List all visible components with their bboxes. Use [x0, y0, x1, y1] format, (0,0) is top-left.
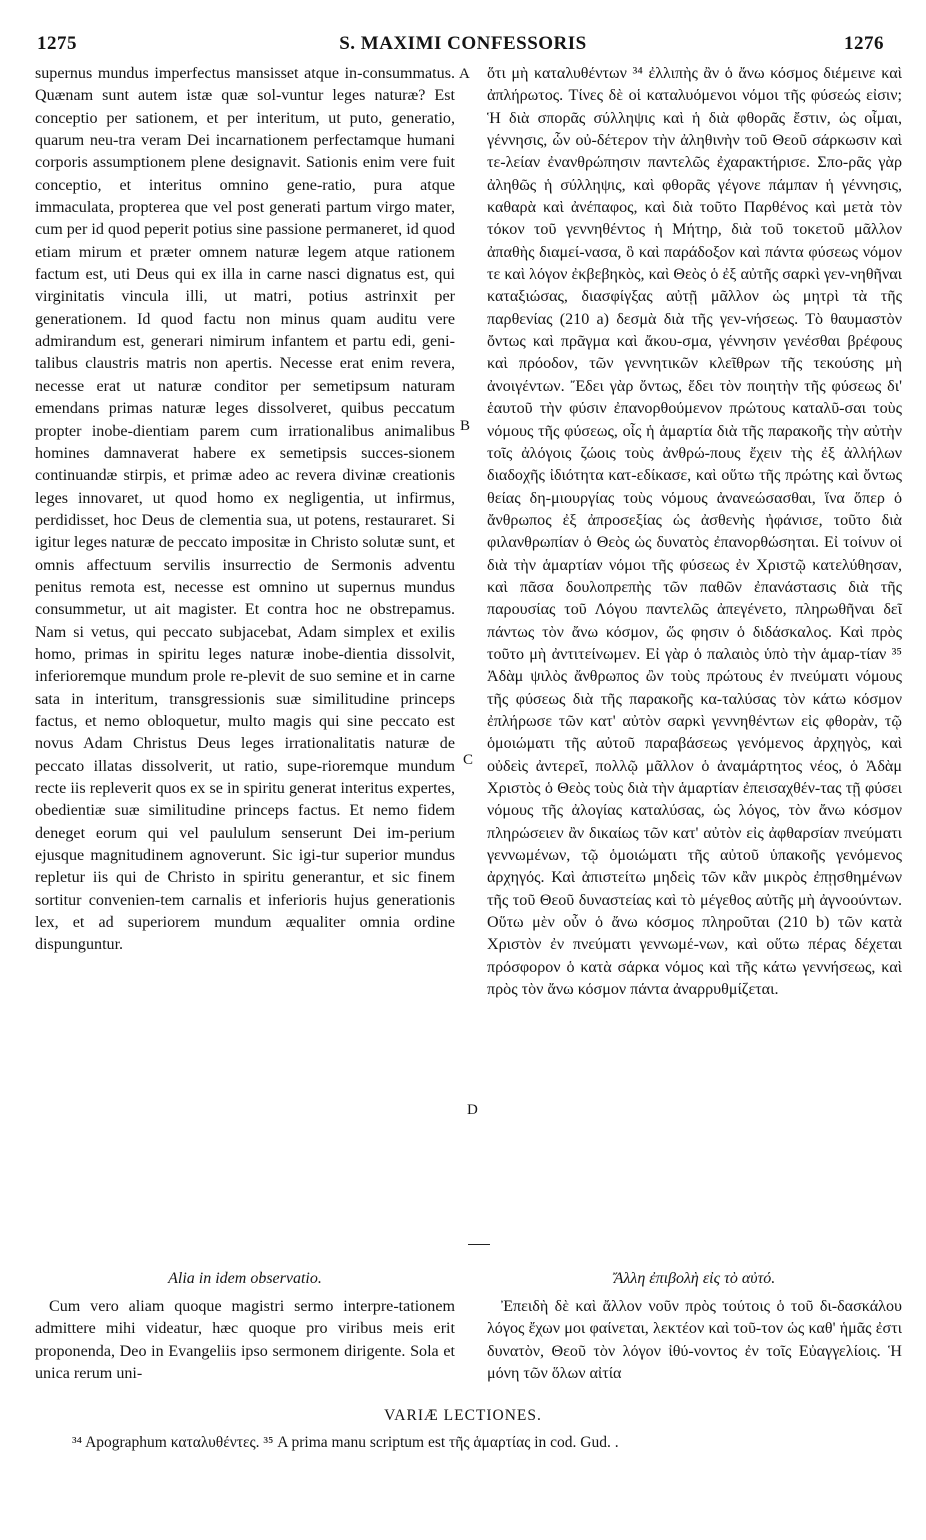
latin-subsection: [35, 1268, 455, 1385]
greek-subtitle: Ἄλλη ἐπιβολὴ εἰς τὸ αὐτό.: [613, 1270, 776, 1287]
greek-subsection: [487, 1268, 902, 1385]
margin-letter-d: D: [467, 1102, 478, 1118]
latin-subtitle: Alia in idem observatio.: [168, 1270, 322, 1287]
greek-column: [487, 63, 902, 1001]
margin-letter-b: B: [460, 418, 471, 434]
right-page-number: 1276: [844, 33, 884, 54]
variae-lectiones-notes: ³⁴ Apographum καταλυθέντες. ³⁵ A prima manu scriptum est τῆς ἁμαρτίας in cod. Gud. .: [72, 1434, 619, 1451]
left-page-number: 1275: [37, 33, 77, 54]
greek-sub-text: Ἐπειδὴ δὲ καὶ ἄλλον νοῦν πρὸς τούτοις ὁ τοῦ δι-δασκάλου λόγος ἔχων μοι φαίνεται, λεκτέον καὶ τοῦ-τον ὡς καθ' ἡμᾶς ἐστι δυνατὸν, Θεοῦ τὸν λόγον ἰθύ-νοντος ἐν τοῖς Εὐαγγελίοις. Ἡ μόνη τῶν ὅλων αἰτία: [487, 1298, 902, 1383]
margin-letter-a: A: [459, 66, 470, 82]
latin-main-text: supernus mundus imperfectus mansisset atque in-consummatus. Quænam sunt autem istæ quæ sol-vuntur leges naturæ? Est conceptio per sationem, et per interitum, ut puto, generatio, quarum neu-tra veram Dei incarnationem perfectamque humani corporis assumptionem plene designavit. Sationis enim vere fuit conceptio, et interitus omnino gene-ratio, pura atque immaculata, propterea que vel post generati partum virgo mater, cum per id quod peperit potius sine passione permaneret, id quod etiam mirum et præter omnem naturæ legem atque rationem factum est, uti Deus qui ex illa in carne nasci dignatus est, qui virginitatis vincula illi, ut matri, potius astrinxit per generationem. Id quod factu non minus quam auditu vere admirandum est, generari nimirum infantem et partu edi, geni-talibus claustris matris non apertis. Necesse erat enim revera, necesse erat ut naturæ conditor per semetipsum naturam emendans primas naturæ leges dissolveret, quibus peccatum propter inobe-dientiam parem cum irrationalibus animalibus homines damnaverat habere ex semetipsis succes-sionem continuandæ stirpis, et primæ adeo ac revera divinæ creationis leges innovaret, ut quod homo ex negligentia, ut infirmus, perdidisset, hoc Deus de clementia sua, ut potens, restauraret. Si igitur leges naturæ de peccato impositæ in Christo solutæ sunt, et omnis affectuum servilis insurrectio de Sermonis adventu penitus remota est, necesse est omnino ut supernus mundus consummetur, ut ait magister. Et contra hoc ne obstrepamus. Nam si vetus, qui peccato subjacebat, Adam simplex et exilis homo, primas in spiritu leges naturæ inobe-dientia dissolvit, inferioremque mundum prole re-plevit de suo semine et in carne sata in interitum, transgressionis suæ similitudine princeps factus, et nemo obloquetur, multo magis qui sine peccato est novus Adam Christus Deus leges irrationalitatis naturæ de peccato illatas dissolverit, ut ratio, supe-rioremque mundum recte iis repleverit quos ex se in spiritu generat interitus expertes, obedientiæ suæ similitudine princeps factus. Et nemo fidem deneget eorum qui vel paululum senserunt Dei im-perium ejusque magnitudinem agnoverunt. Sic igi-tur superior mundus repletur iis qui de Christo in spiritu generantur, et sic finem sortitur convenien-tem carnalis et inferioris hujus generationis lex, et ad superiorem mundum æqualiter omnia ordine dispunguntur.: [35, 65, 455, 954]
latin-column: [35, 63, 455, 957]
variae-lectiones-title: VARIÆ LECTIONES.: [384, 1407, 542, 1424]
latin-sub-text: Cum vero aliam quoque magistri sermo interpre-tationem admittere mihi videatur, hæc quoque pro viribus meis erit proponenda, Deo in Evangeliis ipso sermonem dirigente. Sola et unica rerum uni-: [35, 1298, 455, 1383]
margin-letter-c: C: [463, 752, 474, 768]
section-divider: [468, 1244, 490, 1245]
running-title: S. MAXIMI CONFESSORIS: [339, 33, 587, 54]
greek-main-text: ὅτι μὴ καταλυθέντων ³⁴ ἐλλιπὴς ἂν ὁ ἄνω κόσμος διέμεινε καὶ ἀπλήρωτος. Τίνες δὲ οἱ καταλυόμενοι νόμοι τῆς φύσεώς εἰσιν; Ἡ διὰ σπορᾶς σύλληψις καὶ ἡ διὰ φθορᾶς ἔστιν, ὡς οἶμαι, γέννησις, ὧν οὐ-δέτερον τὴν ἀληθινὴν τοῦ Θεοῦ σάρκωσιν καὶ τε-λείαν ἐνανθρώπησιν παντελῶς ἐχαρακτήρισε. Σπο-ρᾶς γὰρ ἀληθῶς ἡ σύλληψις, καὶ φθορᾶς γέγονε πάμπαν ἡ γέννησις, καθαρὰ καὶ ἀνέπαφος, καὶ διὰ τοῦτο Παρθένος καὶ μετὰ τὸν τόκον τοῦ γεννηθέντος ἡ Μήτηρ, διὰ τοῦ τοκετοῦ μᾶλλον ἀπαθὴς διαμεί-νασα, ὃ καὶ παράδοξον καὶ πάντα φύσεως νόμον τε καὶ λόγον ἐκβεβηκὸς, καὶ Θεὸς ὁ ἐξ αὐτῆς σαρκὶ γεν-νηθῆναι καταξιώσας, διασφίγξας αὐτῇ μᾶλλον ὡς μητρὶ τὰ τῆς παρθενίας (210 a) δεσμὰ διὰ τῆς γεν-νήσεως. Τὸ θαυμαστὸν ὄντως καὶ πρᾶγμα καὶ ἄκου-σμα, γέννησιν γενέσθαι βρέφους καὶ πρόοδον, τῶν γεννητικῶν κλεῖθρων τῆς τεκούσης μὴ ἀνοιγέντων. Ἔδει γὰρ ὄντως, ἔδει τὸν ποιητὴν τῆς φύσεως δι' ἑαυτοῦ τὴν φύσιν ἐπανορθούμενον πρώτους καταλῦ-σαι τοὺς νόμους τῆς φύσεως, οἷς ἡ ἁμαρτία διὰ τῆς παρακοῆς τὴν αὐτὴν τοῖς ἀλόγοις ζώοις τοὺς ἀνθρώ-πους ἔχειν τὴς ἐξ ἀλλήλων διαδοχῆς ἰδιότητα κατ-εδίκασε, καὶ οὕτω τῆς πρώτης καὶ ὄντως θείας δη-μιουργίας τοὺς νόμους ἀνανεώσασθαι, ἵνα ὅπερ ὁ ἄνθρωπος ἐξ ἀπροσεξίας ὡς ἀσθενὴς ἠφάνισε, τοῦτο διὰ φιλανθρωπίαν ὁ Θεὸς ὡς δυνατὸς ἐπανορθώσηται. Εἰ τοίνυν οἱ διὰ τὴν ἁμαρτίαν νόμοι τῆς φύσεως ἐν Χριστῷ κατελύθησαν, καὶ πᾶσα δουλοπρεπὴς τῶν παθῶν ἐπανάστασις διὰ τῆς παρουσίας τοῦ Λόγου παντελῶς ἀπεγένετο, πληρωθῆναι δεῖ πάντως τὸν ἄνω κόσμον, ὥς φησιν ὁ διδάσκαλος. Καὶ πρὸς τοῦτο μὴ ἀντιτείνωμεν. Εἰ γὰρ ὁ παλαιὸς ὑπὸ τὴν ἁμαρ-τίαν ³⁵ Ἀδὰμ ψιλὸς ἄνθρωπος ὢν τοὺς πρώτους ἐν πνεύματι νόμους τῆς φύσεως διὰ τῆς παρακοῆς κα-ταλύσας τὸν κάτω κόσμον ἐπλήρωσε τῶν κατ' αὐτὸν σαρκὶ γεννηθέντων εἰς φθορὰν, τῷ ὁμοιώματι τῆς αὐτοῦ παραβάσεως γενόμενος ἀρχηγὸς, καὶ οὐδεὶς ἀντερεῖ, πολλῷ μᾶλλον ὁ ἀναμάρτητος νέος, ὁ Ἀδὰμ Χριστὸς ὁ Θεὸς τοὺς διὰ τὴν ἁμαρτίαν ἐπεισαχθέν-τας τῇ φύσει νόμους τῆς ἀλογίας καταλύσας, ὡς λόγος, τὸν ἄνω κόσμον πληρώσειεν ἂν δικαίως τῶν κατ' αὐτὸν εἰς ἀφθαρσίαν πνεύματι γεννωμένων, τῷ ὁμοιώματι τῆς αὐτοῦ ὑπακοῆς γενόμενος ἀρχηγός. Καὶ ἀπιστείτω μηδεὶς τῶν κἂν μικρὸς ἐπῃσθημένων τῆς τοῦ Θεοῦ δυναστείας καὶ τὸ μέγεθος αὐτῆς μὴ ἀγνοούντων. Οὕτω μὲν οὖν ὁ ἄνω κόσμος πληροῦται (210 b) τῶν κατὰ Χριστὸν ἐν πνεύματι γεννωμέ-νων, καὶ οὕτω πέρας δέχεται πρόσφορον ὁ κατὰ σάρκα νόμος καὶ τῆς κάτω γεννήσεως, καὶ πρὸς τὸν ἄνω κόσμον πάντα ἀναρρυθμίζεται.: [487, 65, 902, 999]
